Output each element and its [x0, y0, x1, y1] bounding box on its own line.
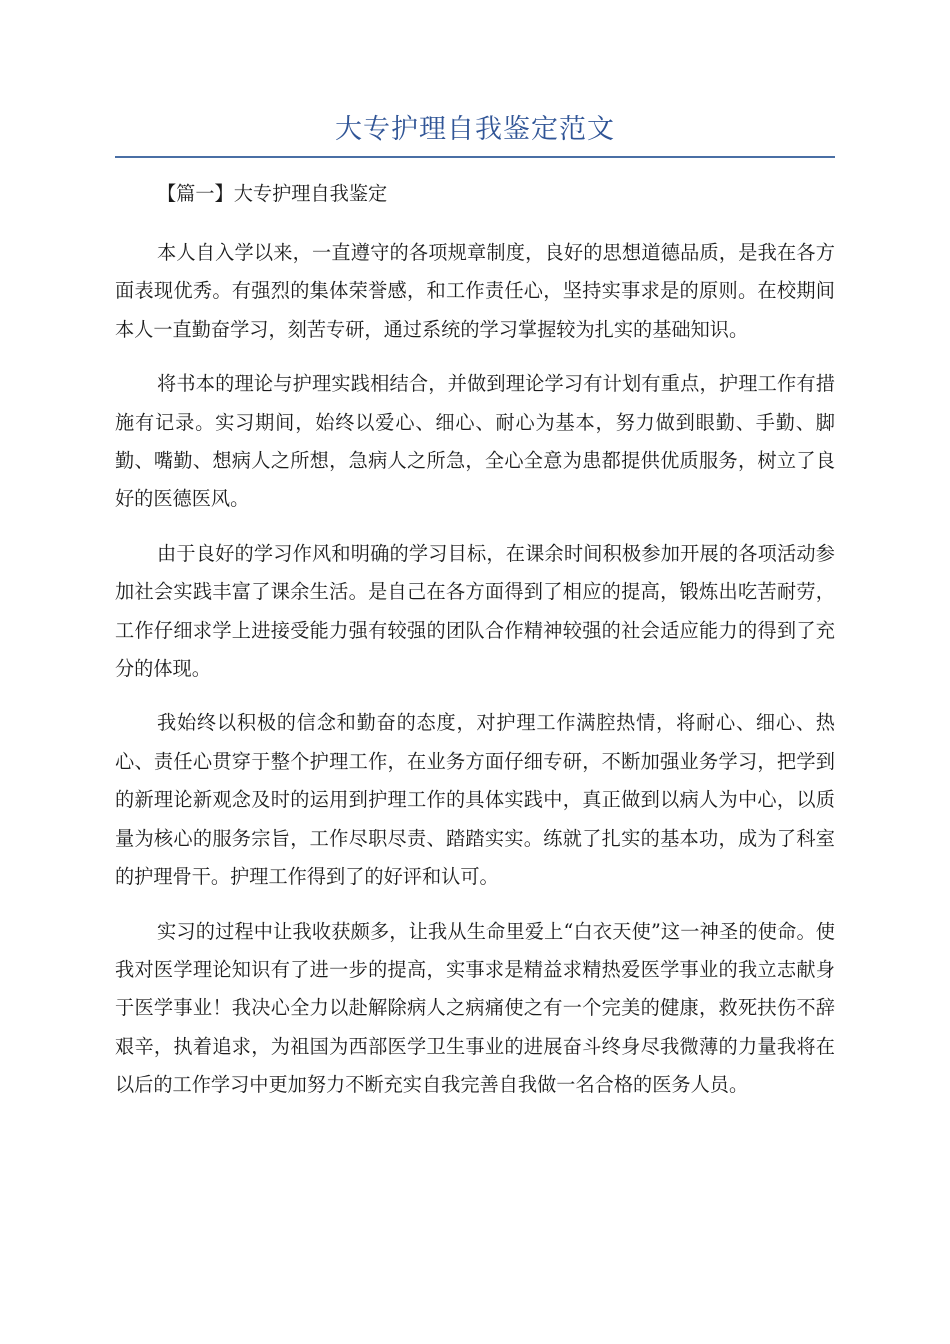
paragraph-1: 本人自入学以来，一直遵守的各项规章制度，良好的思想道德品质，是我在各方面表现优秀。有强烈的集体荣誉感，和工作责任心，坚持实事求是的原则。在校期间本人一直勤奋学习，刻苦专研，通过系统的学习掌握较为扎实的基础知识。	[115, 241, 835, 341]
document-body	[115, 172, 835, 1121]
paragraph-3: 由于良好的学习作风和明确的学习目标，在课余时间积极参加开展的各项活动参加社会实践丰富了课余生活。是自己在各方面得到了相应的提高，锻炼出吃苦耐劳，工作仔细求学上进接受能力强有较强的团队合作精神较强的社会适应能力的得到了充分的体现。	[115, 541, 835, 681]
section-heading: 【篇一】大专护理自我鉴定	[157, 182, 388, 205]
paragraph-5: 实习的过程中让我收获颇多，让我从生命里爱上“白衣天使”这一神圣的使命。使我对医学理论知识有了进一步的提高，实事求是精益求精热爱医学事业的我立志献身于医学事业！我决心全力以赴解除病人之病痛使之有一个完美的健康，救死扶伤不辞艰辛，执着追求，为祖国为西部医学卫生事业的进展奋斗终身尽我微薄的力量我将在以后的工作学习中更加努力不断充实自我完善自我做一名合格的医务人员。	[115, 919, 835, 1097]
paragraph-2: 将书本的理论与护理实践相结合，并做到理论学习有计划有重点，护理工作有措施有记录。实习期间，始终以爱心、细心、耐心为基本，努力做到眼勤、手勤、脚勤、嘴勤、想病人之所想，急病人之所急，全心全意为患都提供优质服务，树立了良好的医德医风。	[115, 372, 835, 511]
page-title: 大专护理自我鉴定范文	[335, 114, 615, 145]
paragraph-4: 我始终以积极的信念和勤奋的态度，对护理工作满腔热情，将耐心、细心、热心、责任心贯穿于整个护理工作，在业务方面仔细专研，不断加强业务学习，把学到的新理论新观念及时的运用到护理工作的具体实践中，真正做到以病人为中心，以质量为核心的服务宗旨，工作尽职尽责、踏踏实实。练就了扎实的基本功，成为了科室的护理骨干。护理工作得到了的好评和认可。	[115, 711, 835, 889]
title-block	[115, 108, 835, 158]
